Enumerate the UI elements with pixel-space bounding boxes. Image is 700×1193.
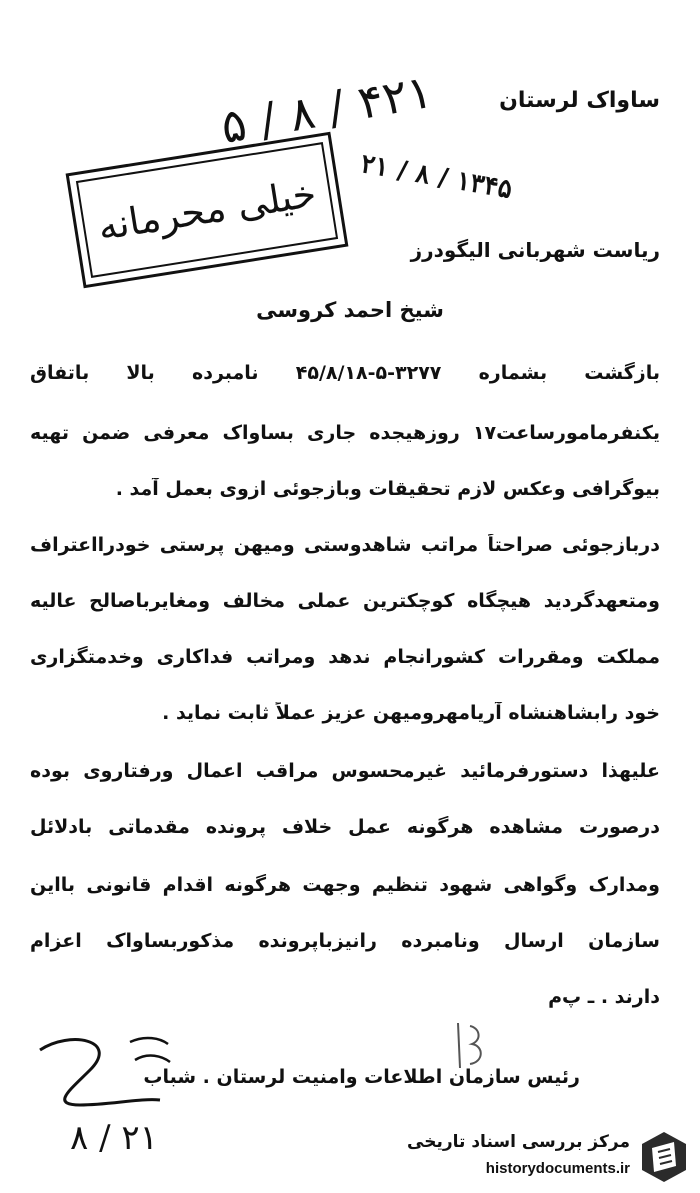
watermark-name: مرکز بررسی اسناد تاریخی bbox=[407, 1132, 630, 1152]
margin-note: ۲۱ / ۸ bbox=[70, 1118, 158, 1158]
body-line: درصورت مشاهده هرگونه عمل خلاف پرونده مقدماتی بادلائل bbox=[30, 816, 660, 838]
watermark-url: historydocuments.ir bbox=[485, 1160, 630, 1177]
handwritten-date: ۱۳۴۵ / ۸ / ۲۱ bbox=[358, 148, 515, 206]
body-line: سازمان ارسال ونامبرده رانیزباپرونده مذکوربساواک اعزام bbox=[30, 930, 660, 952]
body-line: علیهذا دستورفرمائید غیرمحسوس مراقب اعمال ورفتاروی بوده bbox=[30, 760, 660, 782]
body-line: ومتعهدگردید هیچگاه کوچکترین عملی مخالف ومغایرباصالح عالیه bbox=[30, 590, 660, 612]
recipient-to: ریاست شهربانی الیگودرز bbox=[410, 238, 660, 262]
classification-text: خیلی محرمانه bbox=[94, 171, 320, 249]
body-line: بازگشت بشماره ۳۲۷۷-۵-۴۵/۸/۱۸ نامبرده بالا باتفاق bbox=[30, 362, 660, 384]
reference-number: ۴۲۱ / ۸ / ۵ bbox=[216, 63, 437, 155]
handwritten-mark bbox=[450, 1018, 490, 1073]
body-line: بیوگرافی وعکس لازم تحقیقات وبازجوئی ازوی بعمل آمد . bbox=[115, 478, 660, 500]
body-line: خود رابشاهنشاه آریامهرومیهن عزیز عملاً ثابت نماید . bbox=[162, 702, 660, 724]
body-line: مملکت ومقررات کشورانجام ندهد ومراتب فداکاری وخدمتگزاری bbox=[30, 646, 660, 668]
handwritten-signature bbox=[30, 1020, 180, 1120]
archive-logo-icon bbox=[638, 1128, 690, 1184]
office-name: ساواک لرستان bbox=[499, 88, 660, 113]
body-line: دربازجوئی صراحتاً مراتب شاهدوستی ومیهن پرستی خودرااعتراف bbox=[30, 534, 660, 556]
classification-stamp bbox=[66, 132, 349, 288]
watermark-logo bbox=[400, 1120, 700, 1193]
signature-title: رئیس سازمان اطلاعات وامنیت لرستان . شباب bbox=[143, 1066, 580, 1088]
subject-line: شیخ احمد کروسی bbox=[256, 298, 444, 322]
body-line: یکنفرمامورساعت۱۷ روزهیجده جاری بساواک معرفی ضمن تهیه bbox=[30, 422, 660, 444]
body-line: دارند . ـ پ‌م bbox=[548, 986, 660, 1008]
body-line: ومدارک وگواهی شهود تنظیم وجهت هرگونه اقدام قانونی بااین bbox=[30, 874, 660, 896]
